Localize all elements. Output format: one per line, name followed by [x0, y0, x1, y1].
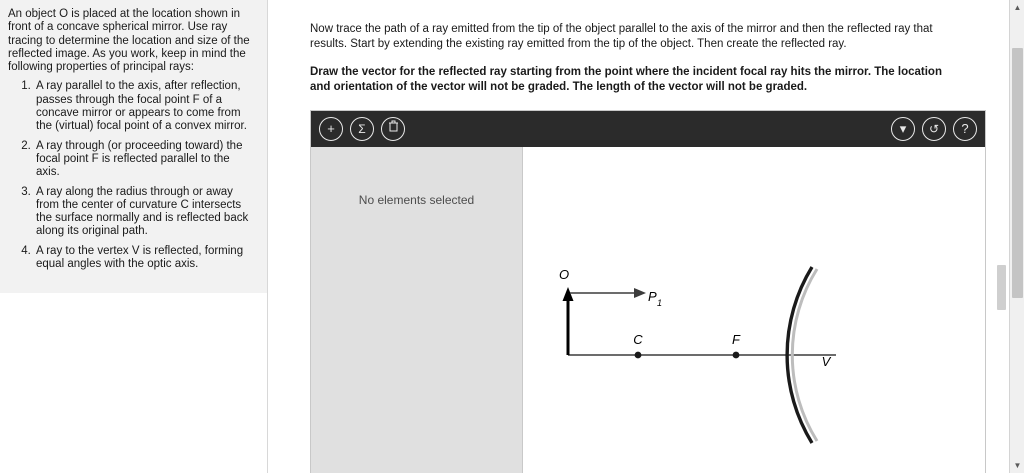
- inner-scrollbar[interactable]: [994, 0, 1008, 473]
- drawing-tool: [310, 110, 986, 473]
- incident-ray-arrow-head: [634, 288, 646, 298]
- drawing-toolbar: [311, 111, 985, 147]
- main-content: [277, 0, 1024, 473]
- ray-diagram-canvas[interactable]: [524, 147, 985, 473]
- no-elements-selected-label: No elements selected: [358, 193, 475, 207]
- delete-button[interactable]: [381, 117, 405, 141]
- center-of-curvature-point: [635, 352, 642, 359]
- label-ray: P: [648, 289, 657, 304]
- add-element-button[interactable]: +: [319, 117, 343, 141]
- window-scrollbar-thumb[interactable]: [1012, 48, 1023, 298]
- ray-diagram-svg: [524, 147, 985, 473]
- reference-intro: An object O is placed at the location shown in front of a concave spherical mirror. Use ray tracing to determine the location and size of the reflected image. As you work, keep in mind the following properties of principal rays:: [8, 8, 250, 74]
- instructions-block: [310, 22, 950, 95]
- reference-panel-footer: [0, 293, 268, 473]
- rule-item: 3. A ray along the radius through or away from the center of curvature C intersects the surface normally and is reflected back along its original path.: [34, 186, 255, 239]
- label-center: C: [633, 332, 643, 347]
- sigma-button[interactable]: Σ: [350, 117, 374, 141]
- object-arrow-head: [563, 287, 574, 301]
- scroll-down-icon[interactable]: ▼: [1013, 461, 1022, 470]
- window-scrollbar[interactable]: [1009, 0, 1024, 473]
- element-properties-panel: [311, 147, 523, 473]
- label-ray-subscript: 1: [657, 298, 663, 308]
- focal-point: [733, 352, 740, 359]
- help-button[interactable]: ?: [953, 117, 977, 141]
- instruction-paragraph: Now trace the path of a ray emitted from the tip of the object parallel to the axis of the mirror and then the reflected ray that results. Start by extending the existing ray emitted from the tip of the object. Then create the reflected ray.: [310, 23, 933, 50]
- label-focal: F: [732, 332, 740, 347]
- reference-panel: [0, 0, 268, 293]
- label-vertex: V: [821, 354, 831, 369]
- trash-icon: [388, 120, 399, 132]
- rule-item: 2. A ray through (or proceeding toward) the focal point F is reflected parallel to the axis.: [34, 140, 255, 180]
- chevron-down-icon[interactable]: ▾: [891, 117, 915, 141]
- inner-scrollbar-thumb[interactable]: [997, 265, 1006, 310]
- scroll-up-icon[interactable]: ▲: [1013, 3, 1022, 12]
- rule-item: 1. A ray parallel to the axis, after reflection, passes through the focal point F of a concave mirror or appears to come from the (virtual) focal point of a convex mirror.: [34, 80, 255, 133]
- instruction-note: Draw the vector for the reflected ray starting from the point where the incident focal ray hits the mirror. The location and orientation of the vector will not be graded. The length of the vector will not be graded.: [310, 66, 942, 93]
- label-object: O: [558, 267, 570, 282]
- undo-button[interactable]: ↺: [922, 117, 946, 141]
- rule-item: 4. A ray to the vertex V is reflected, forming equal angles with the optic axis.: [34, 245, 255, 272]
- principal-ray-rules: [8, 80, 255, 271]
